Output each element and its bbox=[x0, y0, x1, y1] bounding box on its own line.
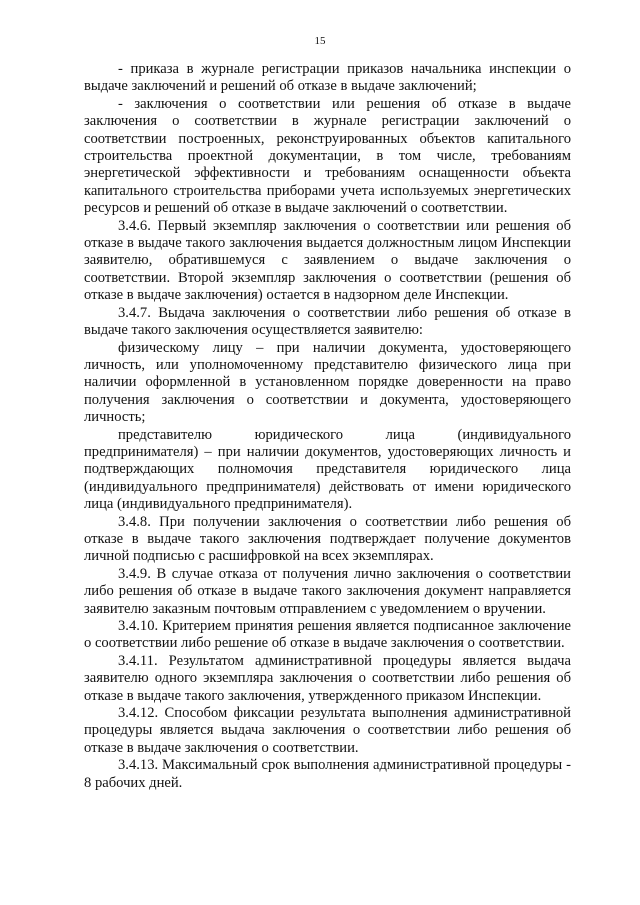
page-number: 15 bbox=[314, 35, 326, 47]
paragraph-3-4-6: 3.4.6. Первый экземпляр заключения о соответствии или решения об отказе в выдаче такого заключения выдается должностным лицом Инспекции заявителю, обратившемуся с заявлением о выдаче заключения о соответствии. Второй экземпляр заключения о соответствии (решения об отказе в выдаче заключения) остается в надзорном деле Инспекции. bbox=[84, 217, 571, 304]
paragraph-3-4-13: 3.4.13. Максимальный срок выполнения административной процедуры - 8 рабочих дней. bbox=[84, 757, 571, 791]
document-body bbox=[84, 61, 571, 792]
paragraph-3-4-9: 3.4.9. В случае отказа от получения лично заключения о соответствии либо решения об отказе в выдаче такого заключения документ направляется заявителю заказным почтовым отправлением с уведомлением о вручении. bbox=[84, 565, 571, 617]
paragraph-3-4-8: 3.4.8. При получении заключения о соответствии либо решения об отказе в выдаче такого заключения подтверждает получение документов личной подписью с расшифровкой на всех экземплярах. bbox=[84, 513, 571, 565]
paragraph-3-4-12: 3.4.12. Способом фиксации результата выполнения административной процедуры является выдача заключения о соответствии либо решения об отказе в выдаче заключения о соответствии. bbox=[84, 705, 571, 756]
paragraph-journal-orders: - приказа в журнале регистрации приказов начальника инспекции о выдаче заключений и решений об отказе в выдаче заключений; bbox=[84, 61, 571, 95]
paragraph-3-4-10: 3.4.10. Критерием принятия решения является подписанное заключение о соответствии либо решение об отказе в выдаче заключения о соответствии. bbox=[84, 618, 571, 652]
paragraph-legal-entity: представителю юридического лица (индивидуального предпринимателя) – при наличии документов, удостоверяющих личность и подтверждающих полномочия представителя юридического лица (индивидуального предпринимателя) действовать от имени юридического лица (индивидуального предпринимателя). bbox=[84, 426, 571, 513]
paragraph-journal-conclusions: - заключения о соответствии или решения об отказе в выдаче заключения о соответствии в журнале регистрации заключений о соответствии построенных, реконструированных объектов капитального строительства проектной документации, в том числе, требованиям энергетической эффективности и требованиям оснащенности объекта капитального строительства приборами учета используемых энергетических ресурсов и решений об отказе в выдаче заключений о соответствии. bbox=[84, 95, 571, 217]
paragraph-3-4-7: 3.4.7. Выдача заключения о соответствии либо решения об отказе в выдаче такого заключения осуществляется заявителю: bbox=[84, 304, 571, 339]
paragraph-individual: физическому лицу – при наличии документа, удостоверяющего личность, или уполномоченному представителю физического лица при наличии оформленной в установленном порядке доверенности на право получения заключения о соответствии и документа, удостоверяющего личность; bbox=[84, 339, 571, 426]
paragraph-3-4-11: 3.4.11. Результатом административной процедуры является выдача заявителю одного экземпляра заключения о соответствии либо решения об отказе в выдаче такого заключения, утвержденного приказом Инспекции. bbox=[84, 652, 571, 704]
